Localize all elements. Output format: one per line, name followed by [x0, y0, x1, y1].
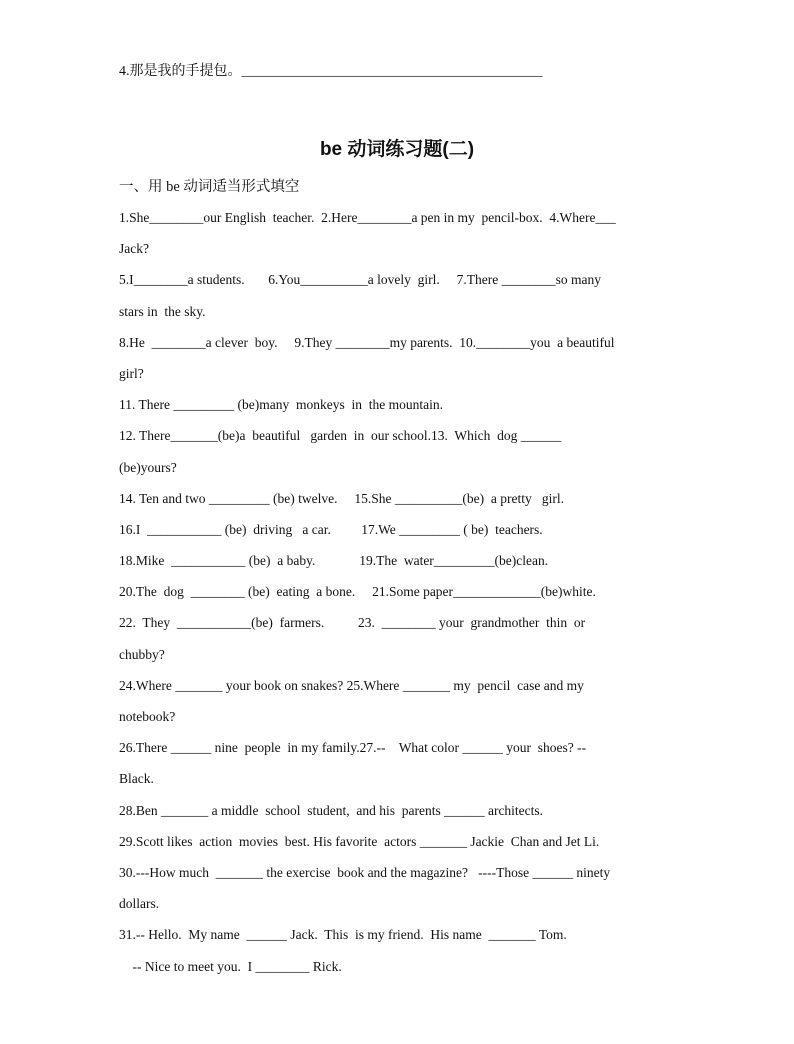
exercise-line: notebook? — [119, 709, 176, 724]
exercise-line: 29.Scott likes action movies best. His favorite actors _______ Jackie Chan and Jet Li. — [119, 833, 600, 849]
exercise-line: 30.---How much _______ the exercise book and the magazine? ----Those ______ ninety — [119, 864, 611, 880]
exercise-line: 31.-- Hello. My name ______ Jack. This is my friend. His name _______ Tom. — [119, 927, 567, 943]
exercise-line: dollars. — [119, 896, 160, 912]
section-heading: 一、用 be 动词适当形式填空 — [119, 179, 300, 195]
exercise-line: stars in the sky. — [119, 303, 206, 319]
exercise-line: 24.Where _______ your book on snakes? 25.Where _______ my pencil case and my — [119, 677, 584, 693]
exercise-line: 28.Ben _______ a middle school student, and his parents ______ architects. — [119, 802, 544, 818]
exercise-line: chubby? — [119, 646, 165, 662]
exercise-line: 11. There _________ (be)many monkeys in the mountain. — [119, 397, 443, 413]
exercise-line: 18.Mike ___________ (be) a baby. 19.The water_________(be)clean. — [119, 553, 549, 569]
exercise-line: girl? — [119, 365, 144, 381]
exercise-line: 20.The dog ________ (be) eating a bone. 21.Some paper_____________(be)white. — [119, 584, 596, 600]
exercise-line: 12. There_______(be)a beautiful garden in our school.13. Which dog ______ — [119, 428, 562, 444]
exercise-line: Black. — [119, 771, 154, 787]
exercise-line: (be)yours? — [119, 459, 177, 475]
page-title: be 动词练习题(二) — [319, 139, 475, 160]
exercise-line: 8.He ________a clever boy. 9.They ________my parents. 10.________you a beautiful — [119, 334, 615, 350]
exercise-line: -- Nice to meet you. I ________ Rick. — [119, 958, 342, 974]
exercise-line: 5.I________a students. 6.You__________a lovely girl. 7.There ________so many — [119, 272, 601, 288]
exercise-line: 14. Ten and two _________ (be) twelve. 15.She __________(be) a pretty girl. — [119, 490, 564, 506]
exercise-line: Jack? — [119, 241, 149, 257]
exercise-line: 26.There ______ nine people in my family.27.-- What color ______ your shoes? -- — [119, 740, 587, 756]
exercise-list — [119, 202, 689, 982]
exercise-line: 16.I ___________ (be) driving a car. 17.We _________ ( be) teachers. — [119, 521, 543, 537]
exercise-line: 22. They ___________(be) farmers. 23. ________ your grandmother thin or — [119, 615, 586, 631]
translation-question: 4.那是我的手提包。___________________________________________ — [119, 64, 543, 79]
exercise-line: 1.She________our English teacher. 2.Here________a pen in my pencil-box. 4.Where___ — [119, 210, 616, 225]
